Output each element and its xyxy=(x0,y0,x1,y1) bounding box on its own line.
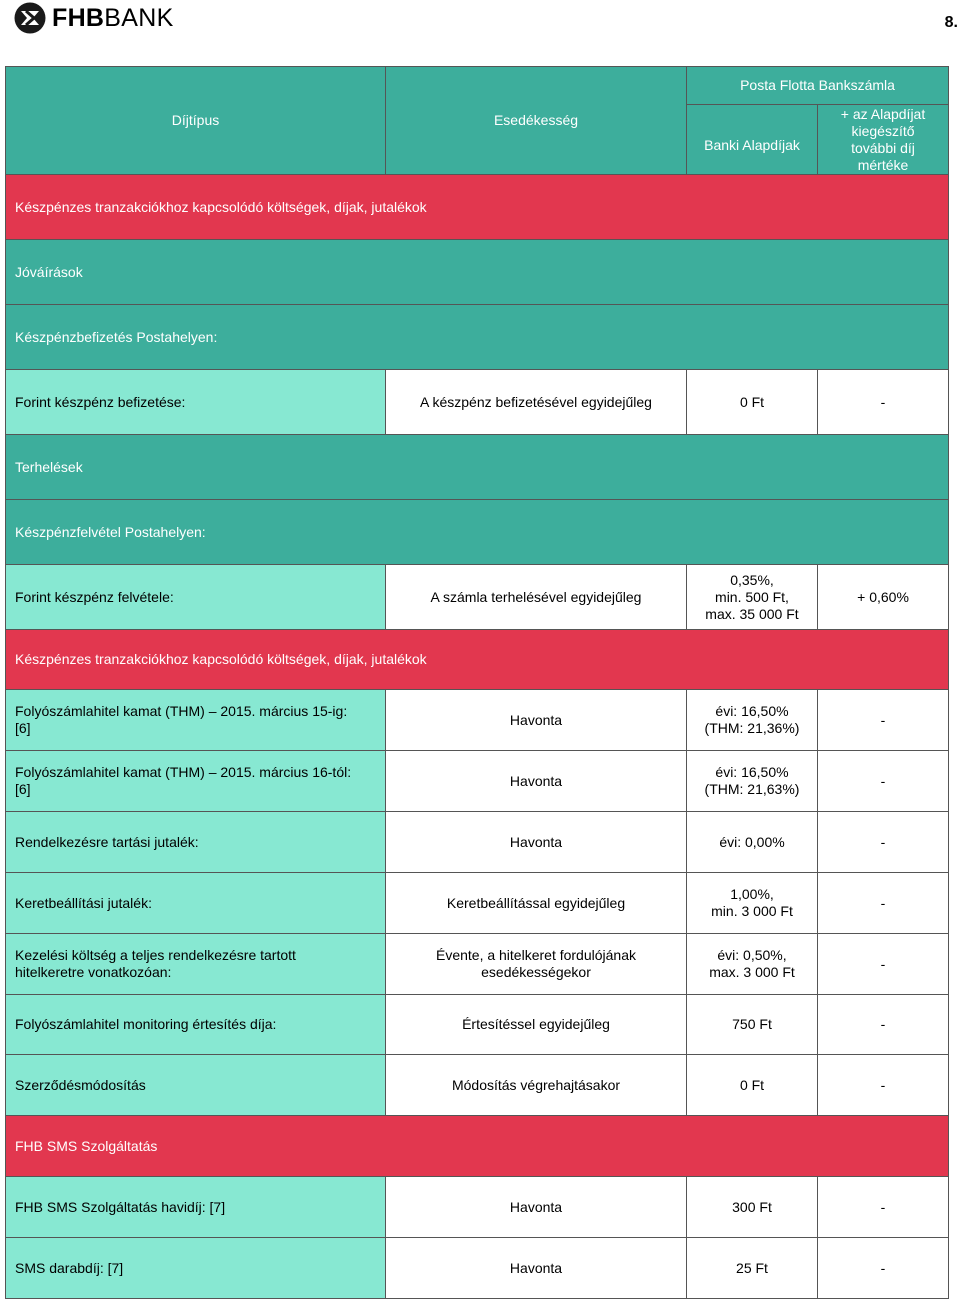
fee-due: A számla terhelésével egyidejűleg xyxy=(386,565,687,630)
category-title: Készpénzes tranzakciókhoz kapcsolódó költségek, díjak, jutalékok xyxy=(6,630,949,690)
fee-row xyxy=(6,812,949,873)
subsection-row xyxy=(6,305,949,370)
fee-label: SMS darabdíj: [7] xyxy=(6,1238,386,1299)
col-header-extra-fee: + az Alapdíjat kiegészítő további díj mértéke xyxy=(818,105,949,175)
fee-label: Kezelési költség a teljes rendelkezésre tartott hitelkeretre vonatkozóan: xyxy=(6,934,386,995)
fee-extra-value: - xyxy=(818,873,949,934)
fee-due: Havonta xyxy=(386,812,687,873)
fee-due: Módosítás végrehajtásakor xyxy=(386,1055,687,1116)
fee-extra-value: - xyxy=(818,1055,949,1116)
category-title: FHB SMS Szolgáltatás xyxy=(6,1116,949,1177)
fee-extra-value: - xyxy=(818,690,949,751)
fee-due: Keretbeállítással egyidejűleg xyxy=(386,873,687,934)
fhb-bank-logo xyxy=(14,2,174,34)
category-row xyxy=(6,1116,949,1177)
fee-base-value: 0 Ft xyxy=(687,370,818,435)
fee-label: Rendelkezésre tartási jutalék: xyxy=(6,812,386,873)
page-number: 8. xyxy=(944,14,958,31)
fee-extra-value: - xyxy=(818,1177,949,1238)
fee-extra-value: - xyxy=(818,370,949,435)
fee-base-value: évi: 0,50%, max. 3 000 Ft xyxy=(687,934,818,995)
col-header-base-fees: Banki Alapdíjak xyxy=(687,105,818,175)
fee-base-value: évi: 0,00% xyxy=(687,812,818,873)
fee-row xyxy=(6,934,949,995)
fee-table-body xyxy=(6,175,949,1299)
fee-base-value: 25 Ft xyxy=(687,1238,818,1299)
logo-text: FHBBANK xyxy=(52,4,174,32)
fee-base-value: 0,35%, min. 500 Ft, max. 35 000 Ft xyxy=(687,565,818,630)
col-header-due: Esedékesség xyxy=(386,67,687,175)
fee-extra-value: - xyxy=(818,1238,949,1299)
subsection-title: Készpénzfelvétel Postahelyen: xyxy=(6,500,949,565)
fee-base-value: 300 Ft xyxy=(687,1177,818,1238)
fee-extra-value: + 0,60% xyxy=(818,565,949,630)
fee-extra-value: - xyxy=(818,995,949,1055)
fee-due: Havonta xyxy=(386,751,687,812)
subsection-title: Készpénzbefizetés Postahelyen: xyxy=(6,305,949,370)
category-row xyxy=(6,175,949,240)
fee-row xyxy=(6,751,949,812)
fee-row xyxy=(6,995,949,1055)
fee-base-value: 750 Ft xyxy=(687,995,818,1055)
fee-base-value: évi: 16,50% (THM: 21,63%) xyxy=(687,751,818,812)
fee-label: Folyószámlahitel monitoring értesítés díja: xyxy=(6,995,386,1055)
section-title: Jóváírások xyxy=(6,240,949,305)
fee-extra-value: - xyxy=(818,934,949,995)
fee-due: Havonta xyxy=(386,690,687,751)
fee-base-value: évi: 16,50% (THM: 21,36%) xyxy=(687,690,818,751)
fee-due: Havonta xyxy=(386,1177,687,1238)
fee-row xyxy=(6,873,949,934)
fee-row xyxy=(6,370,949,435)
fee-base-value: 1,00%, min. 3 000 Ft xyxy=(687,873,818,934)
fee-label: Folyószámlahitel kamat (THM) – 2015. március 15-ig: [6] xyxy=(6,690,386,751)
fee-row xyxy=(6,1055,949,1116)
fee-label: FHB SMS Szolgáltatás havidíj: [7] xyxy=(6,1177,386,1238)
fee-table xyxy=(5,66,949,1299)
fee-extra-value: - xyxy=(818,812,949,873)
fee-due: Értesítéssel egyidejűleg xyxy=(386,995,687,1055)
fee-extra-value: - xyxy=(818,751,949,812)
fee-due: Évente, a hitelkeret fordulójának esedékességekor xyxy=(386,934,687,995)
fee-row xyxy=(6,690,949,751)
fee-row xyxy=(6,1177,949,1238)
category-row xyxy=(6,630,949,690)
fee-label: Forint készpénz befizetése: xyxy=(6,370,386,435)
section-row xyxy=(6,435,949,500)
col-header-product: Posta Flotta Bankszámla xyxy=(687,67,949,105)
fee-row xyxy=(6,565,949,630)
fee-label: Szerződésmódosítás xyxy=(6,1055,386,1116)
section-row xyxy=(6,240,949,305)
category-title: Készpénzes tranzakciókhoz kapcsolódó költségek, díjak, jutalékok xyxy=(6,175,949,240)
fee-row xyxy=(6,1238,949,1299)
fee-label: Forint készpénz felvétele: xyxy=(6,565,386,630)
subsection-row xyxy=(6,500,949,565)
section-title: Terhelések xyxy=(6,435,949,500)
fee-label: Folyószámlahitel kamat (THM) – 2015. március 16-tól: [6] xyxy=(6,751,386,812)
fee-base-value: 0 Ft xyxy=(687,1055,818,1116)
fhb-logo-icon xyxy=(14,2,46,34)
fee-due: Havonta xyxy=(386,1238,687,1299)
fee-label: Keretbeállítási jutalék: xyxy=(6,873,386,934)
col-header-fee-type: Díjtípus xyxy=(6,67,386,175)
fee-due: A készpénz befizetésével egyidejűleg xyxy=(386,370,687,435)
